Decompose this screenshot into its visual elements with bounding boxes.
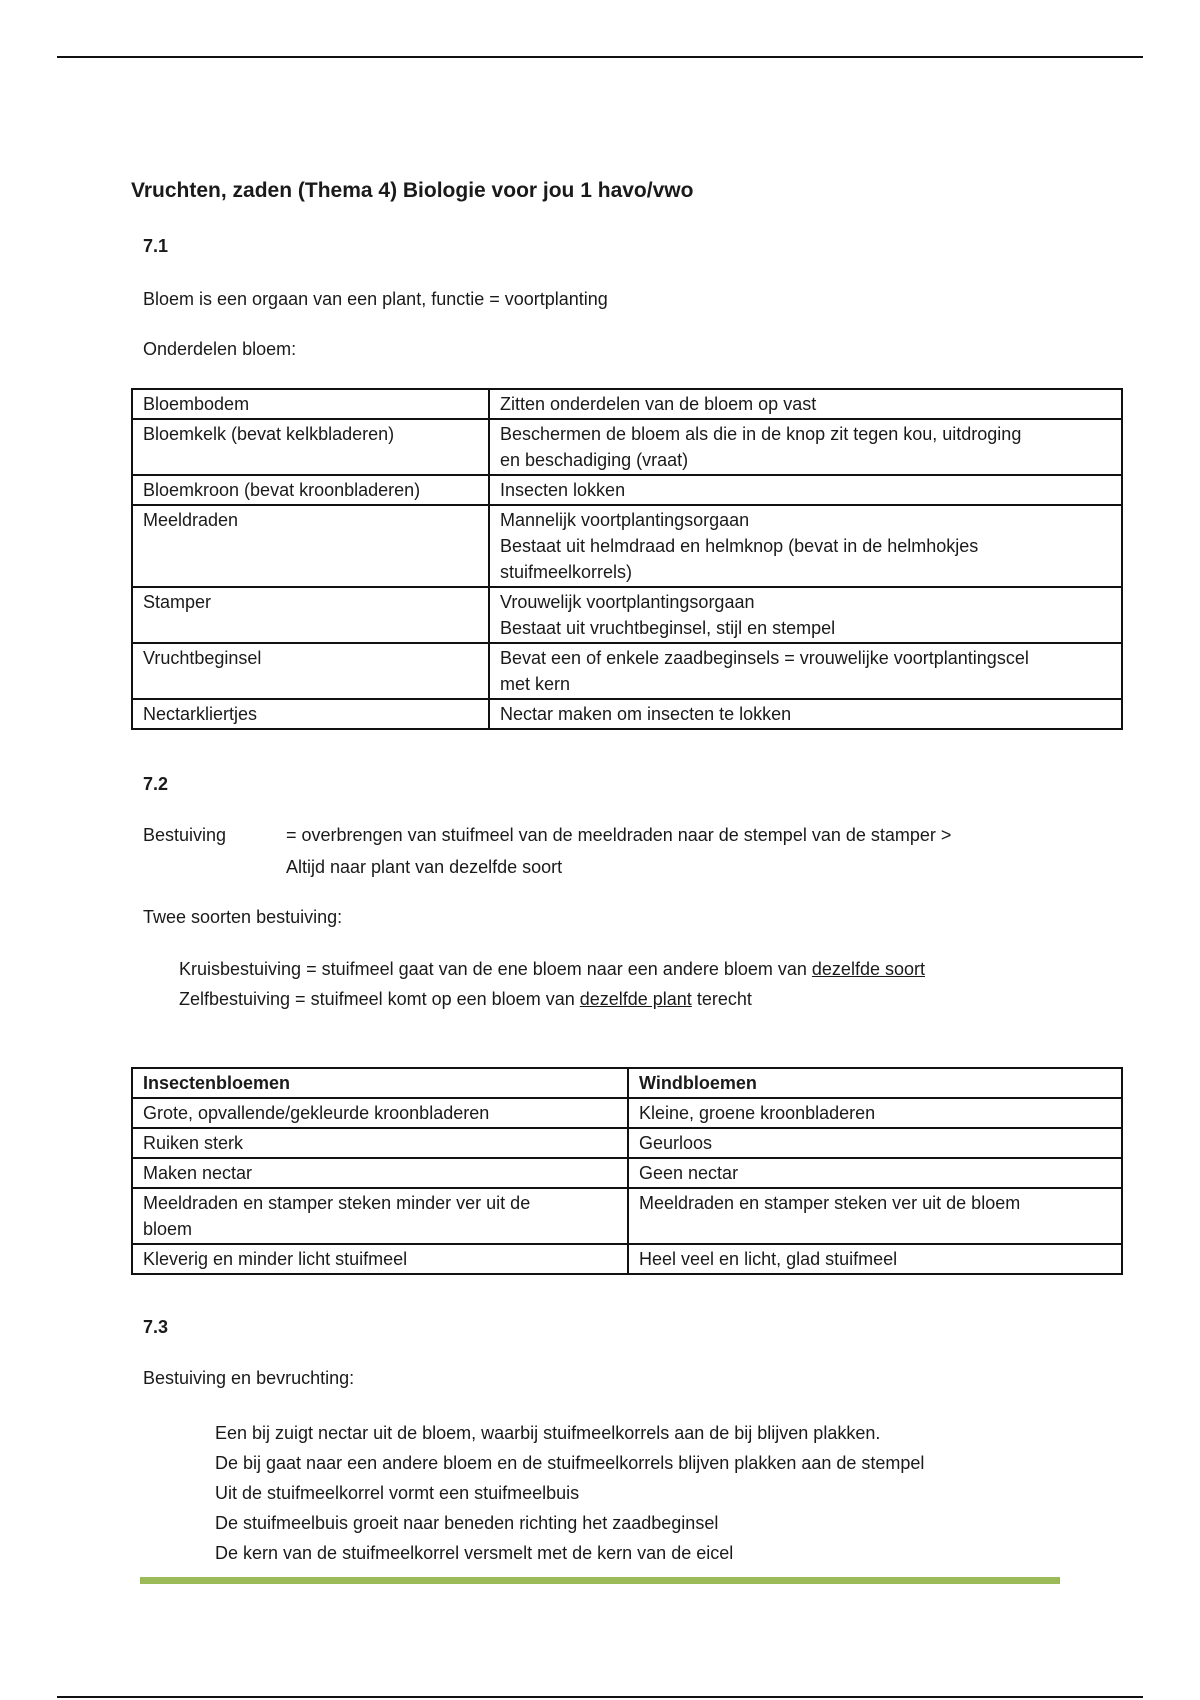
table-row: [132, 1158, 1122, 1188]
table-row: [132, 587, 1122, 643]
flower-part-name: Nectarkliertjes: [132, 699, 489, 729]
flower-part-name: Meeldraden: [132, 505, 489, 587]
pollination-term: Bestuiving: [143, 825, 227, 845]
footer-rule: [57, 1696, 1143, 1698]
function-line: en beschadiging (vraat): [500, 450, 689, 470]
function-line: Nectar maken om insecten te lokken: [500, 704, 792, 724]
function-line: Mannelijk voortplantingsorgaan: [500, 510, 750, 530]
flower-part-function: [489, 475, 1122, 505]
wind-flower-trait: [628, 1158, 1122, 1188]
green-accent-line: [140, 1577, 1060, 1584]
insect-wind-comparison-table: [131, 1067, 1123, 1275]
section-heading-7-1: 7.1: [143, 236, 169, 256]
wind-flower-trait: [628, 1244, 1122, 1274]
step-line: Uit de stuifmeelkorrel vormt een stuifmeelbuis: [215, 1483, 580, 1503]
flower-part-function: [489, 699, 1122, 729]
pollination-types-label: Twee soorten bestuiving:: [143, 907, 343, 927]
flower-part-function: [489, 419, 1122, 475]
trait-line: Maken nectar: [143, 1163, 253, 1183]
function-line: Vrouwelijk voortplantingsorgaan: [500, 592, 755, 612]
function-line: Insecten lokken: [500, 480, 626, 500]
pollination-definition-cont: Altijd naar plant van dezelfde soort: [286, 857, 563, 877]
trait-line: Grote, opvallende/gekleurde kroonbladeren: [143, 1103, 490, 1123]
fertilization-steps: [215, 1418, 924, 1568]
table-row: [132, 643, 1122, 699]
step-line: De kern van de stuifmeelkorrel versmelt met de kern van de eicel: [215, 1543, 734, 1563]
fertilization-label: Bestuiving en bevruchting:: [143, 1368, 355, 1388]
comparison-header-row: [132, 1068, 1122, 1098]
flower-part-function: [489, 587, 1122, 643]
function-line: Bevat een of enkele zaadbeginsels = vrouwelijke voortplantingscel: [500, 648, 1029, 668]
step-line: De bij gaat naar een andere bloem en de stuifmeelkorrels blijven plakken aan de stempel: [215, 1453, 925, 1473]
function-line: Bestaat uit helmdraad en helmknop (bevat in de helmhokjes: [500, 536, 979, 556]
table-row: [132, 389, 1122, 419]
flower-part-function: [489, 643, 1122, 699]
table-row: [132, 1188, 1122, 1244]
table-row: [132, 1128, 1122, 1158]
trait-line: Ruiken sterk: [143, 1133, 244, 1153]
table-row: [132, 1244, 1122, 1274]
table-row: [132, 419, 1122, 475]
flower-part-name: Bloemkroon (bevat kroonbladeren): [132, 475, 489, 505]
self-pollination-line: Zelfbestuiving = stuifmeel komt op een bloem van dezelfde plant terecht: [179, 989, 752, 1009]
flower-parts-table: [131, 388, 1123, 730]
cross-pollination-line: Kruisbestuiving = stuifmeel gaat van de ene bloem naar een andere bloem van dezelfde soort: [179, 959, 925, 979]
section-heading-7-3: 7.3: [143, 1317, 169, 1337]
flower-part-name: Bloembodem: [132, 389, 489, 419]
section-heading-7-2: 7.2: [143, 774, 169, 794]
table-row: [132, 699, 1122, 729]
flower-part-function: [489, 505, 1122, 587]
insect-flower-trait: [132, 1098, 628, 1128]
trait-line: bloem: [143, 1219, 193, 1239]
function-line: Zitten onderdelen van de bloem op vast: [500, 394, 817, 414]
step-line: Een bij zuigt nectar uit de bloem, waarbij stuifmeelkorrels aan de bij blijven plakken.: [215, 1423, 881, 1443]
trait-line: Meeldraden en stamper steken minder ver uit de: [143, 1193, 531, 1213]
trait-line: Geurloos: [639, 1133, 713, 1153]
insect-flower-trait: [132, 1158, 628, 1188]
wind-flower-trait: [628, 1128, 1122, 1158]
header-wind-flowers: Windbloemen: [628, 1068, 1122, 1098]
table-row: [132, 505, 1122, 587]
function-line: met kern: [500, 674, 571, 694]
parts-label: Onderdelen bloem:: [143, 339, 297, 359]
flower-part-name: Bloemkelk (bevat kelkbladeren): [132, 419, 489, 475]
page-title: Vruchten, zaden (Thema 4) Biologie voor jou 1 havo/vwo: [131, 179, 694, 202]
insect-flower-trait: [132, 1188, 628, 1244]
insect-flower-trait: [132, 1244, 628, 1274]
insect-flower-trait: [132, 1128, 628, 1158]
flower-part-name: Stamper: [132, 587, 489, 643]
header-rule: [57, 56, 1143, 58]
header-insect-flowers: Insectenbloemen: [132, 1068, 628, 1098]
trait-line: Kleverig en minder licht stuifmeel: [143, 1249, 408, 1269]
function-line: Beschermen de bloem als die in de knop zit tegen kou, uitdroging: [500, 424, 1022, 444]
flower-part-name: Vruchtbeginsel: [132, 643, 489, 699]
step-line: De stuifmeelbuis groeit naar beneden richting het zaadbeginsel: [215, 1513, 719, 1533]
function-line: stuifmeelkorrels): [500, 562, 633, 582]
table-row: [132, 1098, 1122, 1128]
wind-flower-trait: [628, 1188, 1122, 1244]
wind-flower-trait: [628, 1098, 1122, 1128]
flower-part-function: [489, 389, 1122, 419]
trait-line: Geen nectar: [639, 1163, 739, 1183]
intro-text: Bloem is een orgaan van een plant, functie = voortplanting: [143, 289, 608, 309]
trait-line: Heel veel en licht, glad stuifmeel: [639, 1249, 898, 1269]
table-row: [132, 475, 1122, 505]
trait-line: Kleine, groene kroonbladeren: [639, 1103, 876, 1123]
pollination-definition: = overbrengen van stuifmeel van de meeldraden naar de stempel van de stamper >: [286, 825, 952, 845]
trait-line: Meeldraden en stamper steken ver uit de bloem: [639, 1193, 1021, 1213]
function-line: Bestaat uit vruchtbeginsel, stijl en stempel: [500, 618, 836, 638]
